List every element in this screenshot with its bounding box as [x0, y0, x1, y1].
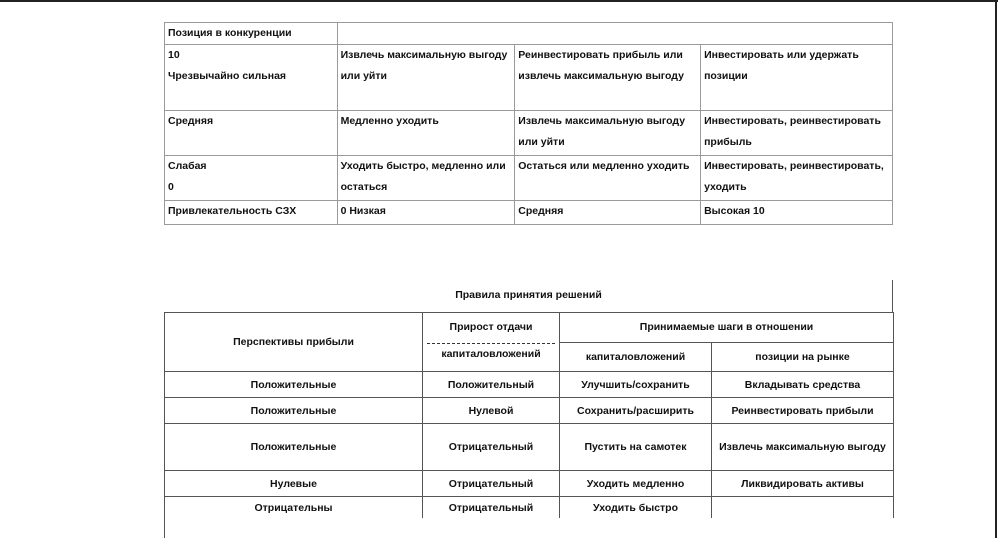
table-row [165, 471, 894, 497]
table-cell: Инвестировать, реинвестировать, уходить [701, 156, 893, 201]
table-cell [712, 497, 894, 519]
table-cell: Отрицательный [423, 497, 560, 519]
table-cell: Остаться или медленно уходить [515, 156, 701, 201]
table-cell: Положительные [165, 398, 423, 424]
table-cell: Положительный [423, 372, 560, 398]
table-cell: Положительные [165, 372, 423, 398]
investment-return-header [423, 313, 560, 372]
table-cell: Нулевой [423, 398, 560, 424]
cell-text: 10 Чрезвычайно сильная [168, 49, 287, 82]
table-cell: Извлечь максимальную выгоду [712, 424, 894, 471]
market-subheader: позиции на рынке [712, 342, 894, 372]
table-cell: Уходить быстро, медленно или остаться [337, 156, 515, 201]
table-cell: Ликвидировать активы [712, 471, 894, 497]
table-cell: Улучшить/сохранить [560, 372, 712, 398]
table-cell: Инвестировать, реинвестировать прибыль [701, 111, 893, 156]
table-cell [165, 156, 338, 201]
table-cell: Отрицательный [423, 471, 560, 497]
table-cell: Позиция в конкуренции [165, 23, 338, 45]
cell-text: Слабая 0 [168, 160, 207, 193]
table-cell: Вкладывать средства [712, 372, 894, 398]
table-header-row [165, 313, 894, 343]
steps-header: Принимаемые шаги в отношении [560, 313, 894, 343]
table-row [165, 372, 894, 398]
table-cell [337, 23, 892, 45]
top-border-line [0, 0, 998, 2]
table-cell: 0 Низкая [337, 201, 515, 225]
profit-prospects-header: Перспективы прибыли [165, 313, 423, 372]
table-cell: Уходить быстро [560, 497, 712, 519]
table-cell: Высокая 10 [701, 201, 893, 225]
table-cell: Сохранить/расширить [560, 398, 712, 424]
table-cell: Реинвестировать прибыли [712, 398, 894, 424]
table-row [165, 497, 894, 519]
header-text: Прирост отдачи [449, 321, 533, 333]
table-cell: Отрицательны [165, 497, 423, 519]
table-row [165, 156, 893, 201]
table-row [165, 201, 893, 225]
table-cell: Инвестировать или удержать позиции [701, 45, 893, 111]
table-cell: Привлекательность СЗХ [165, 201, 338, 225]
table-cell: Средняя [515, 201, 701, 225]
table-title: Правила принятия решений [455, 289, 602, 301]
table-cell: Реинвестировать прибыль или извлечь максимальную выгоду [515, 45, 701, 111]
table-cell: Извлечь максимальную выгоду или уйти [337, 45, 515, 111]
header-text: капиталовложений [441, 348, 541, 360]
table-row [165, 23, 893, 45]
table-row [165, 398, 894, 424]
table-cell: Уходить медленно [560, 471, 712, 497]
table-cell: Нулевые [165, 471, 423, 497]
table-row [165, 111, 893, 156]
table-row [165, 424, 894, 471]
table-cell: Отрицательный [423, 424, 560, 471]
table-cell: Пустить на самотек [560, 424, 712, 471]
right-border-line [995, 0, 997, 538]
table-cell: Медленно уходить [337, 111, 515, 156]
table-row [165, 45, 893, 111]
dashed-divider [427, 343, 555, 344]
table-cell: Средняя [165, 111, 338, 156]
table-cell: Положительные [165, 424, 423, 471]
table-cell: Извлечь максимальную выгоду или уйти [515, 111, 701, 156]
table-cell [165, 45, 338, 111]
capital-subheader: капиталовложений [560, 342, 712, 372]
competition-position-table [164, 22, 893, 225]
decision-rules-table [164, 312, 894, 518]
